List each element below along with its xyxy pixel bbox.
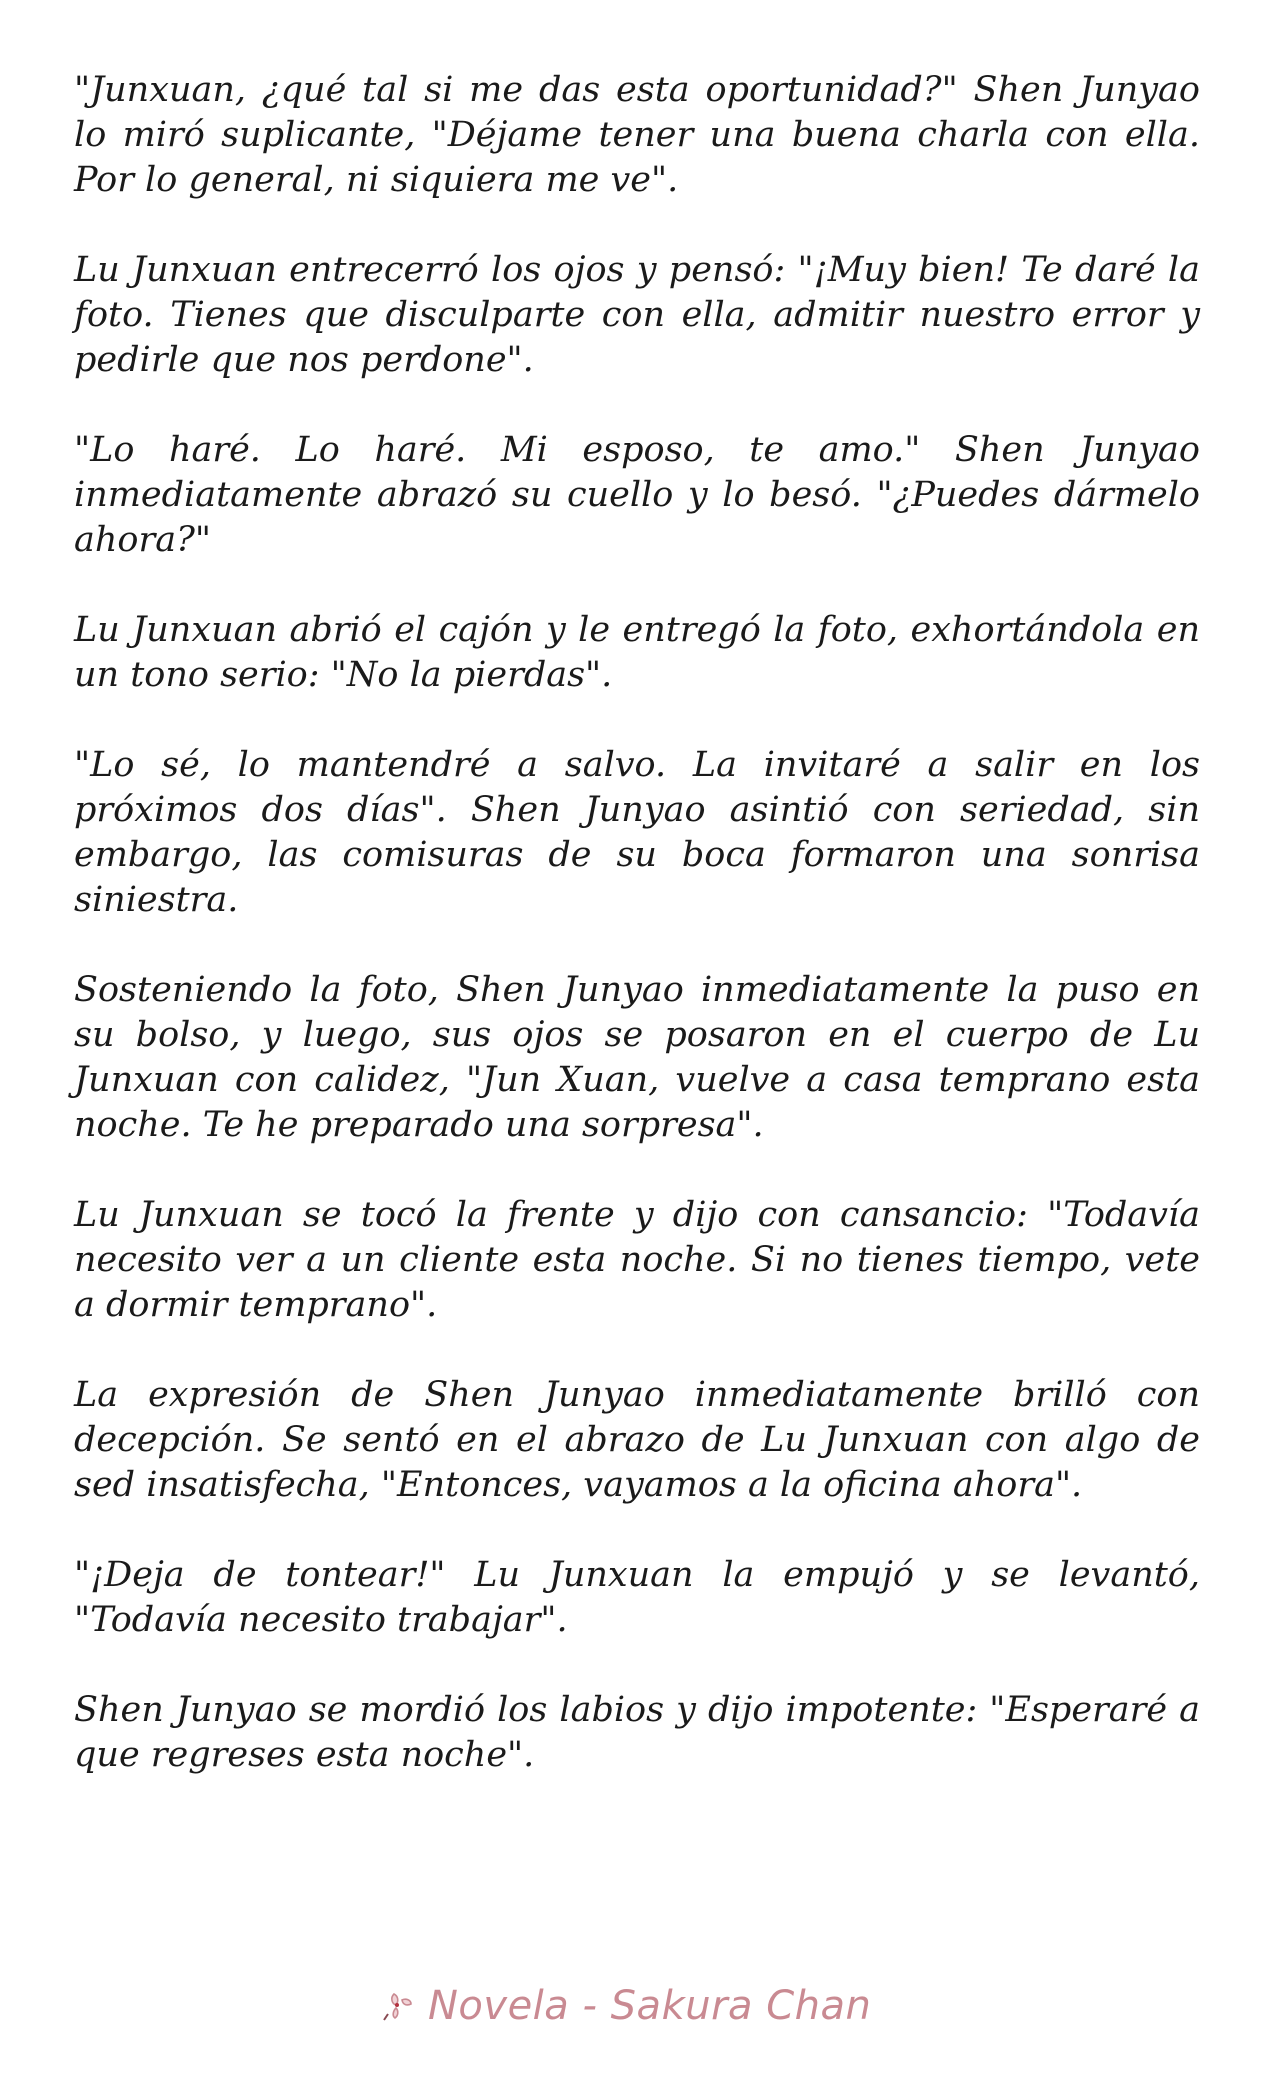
paragraph-4: Lu Junxuan abrió el cajón y le entregó la foto, exhortándola en un tono serio: "No la pierdas".: [74, 610, 1200, 695]
watermark: [380, 1976, 920, 2036]
story-text: [74, 68, 1200, 1823]
watermark-text: Novela - Sakura Chan: [428, 1983, 872, 2029]
paragraph-8: La expresión de Shen Junyao inmediatamente brilló con decepción. Se sentó en el abrazo de Lu Junxuan con algo de sed insatisfecha, "Entonces, vayamos a la oficina ahora".: [74, 1375, 1200, 1505]
paragraph-3: "Lo haré. Lo haré. Mi esposo, te amo." Shen Junyao inmediatamente abrazó su cuello y lo besó. "¿Puedes dármelo ahora?": [74, 430, 1200, 560]
paragraph-1: "Junxuan, ¿qué tal si me das esta oportunidad?" Shen Junyao lo miró suplicante, "Déjame tener una buena charla con ella. Por lo general, ni siquiera me ve".: [74, 70, 1200, 200]
paragraph-5: "Lo sé, lo mantendré a salvo. La invitaré a salir en los próximos dos días". Shen Junyao asintió con seriedad, sin embargo, las comisuras de su boca formaron una sonrisa siniestra.: [74, 745, 1200, 920]
sakura-blossom-icon: [380, 1986, 420, 2026]
paragraph-10: Shen Junyao se mordió los labios y dijo impotente: "Esperaré a que regreses esta noche".: [74, 1690, 1200, 1775]
paragraph-9: "¡Deja de tontear!" Lu Junxuan la empujó y se levantó, "Todavía necesito trabajar".: [74, 1555, 1200, 1640]
paragraph-7: Lu Junxuan se tocó la frente y dijo con cansancio: "Todavía necesito ver a un cliente esta noche. Si no tienes tiempo, vete a dormir temprano".: [74, 1195, 1200, 1325]
paragraph-2: Lu Junxuan entrecerró los ojos y pensó: "¡Muy bien! Te daré la foto. Tienes que disculparte con ella, admitir nuestro error y pedirle que nos perdone".: [74, 250, 1200, 380]
paragraph-6: Sosteniendo la foto, Shen Junyao inmediatamente la puso en su bolso, y luego, sus ojos se posaron en el cuerpo de Lu Junxuan con calidez, "Jun Xuan, vuelve a casa temprano esta noche. Te he preparado una sorpresa".: [74, 970, 1200, 1145]
